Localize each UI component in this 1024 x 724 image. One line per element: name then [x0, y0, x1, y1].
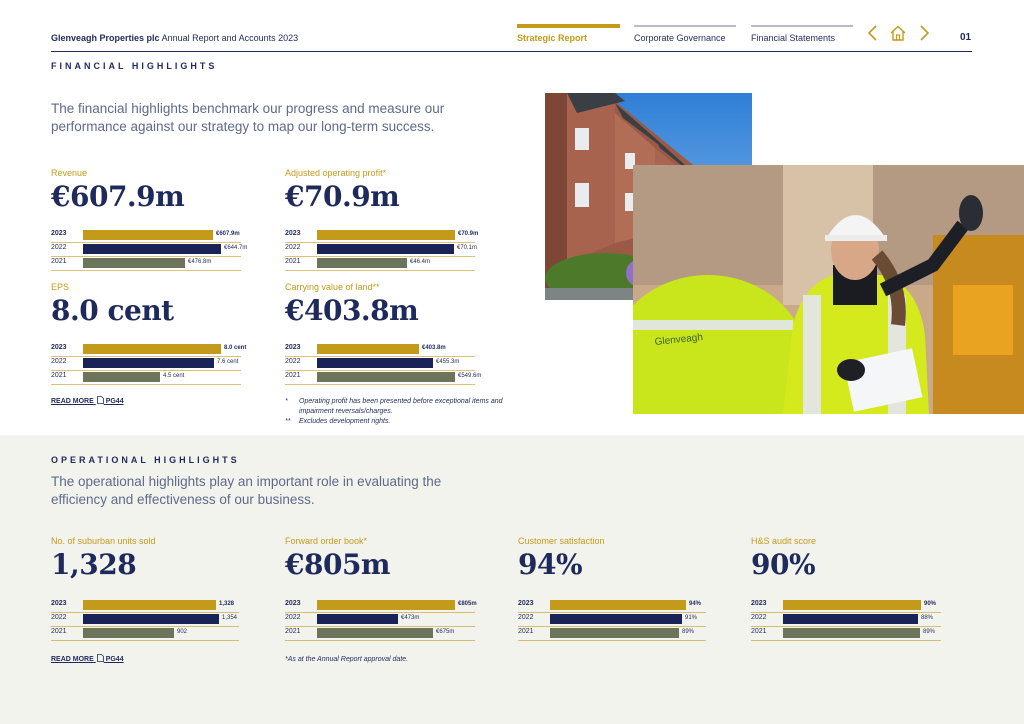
bar-year-label: 2023 — [518, 600, 534, 607]
kpi-value: 1,328 — [51, 548, 137, 581]
footnote-mark: * — [285, 398, 288, 405]
bar-row-2021 — [51, 371, 241, 384]
bar-2021 — [783, 628, 920, 638]
kpi-label: Carrying value of land** — [285, 282, 380, 292]
kpi-revenue — [51, 168, 273, 271]
bar-year-label: 2023 — [51, 344, 67, 351]
bar-2022 — [83, 358, 214, 368]
kpi-units-sold — [51, 536, 273, 641]
bar-year-label: 2021 — [285, 372, 301, 379]
bar-2023 — [550, 600, 686, 610]
kpi-order-book — [285, 536, 507, 641]
bar-2023 — [83, 600, 216, 610]
bar-row-2023 — [285, 343, 475, 356]
bar-year-label: 2022 — [518, 614, 534, 621]
financial-footnotes — [285, 397, 510, 427]
bar-row-2022 — [285, 357, 475, 370]
bar-2021 — [83, 258, 185, 268]
bar-year-label: 2022 — [51, 614, 67, 621]
bar-row-2023 — [51, 343, 247, 356]
bar-value-label: €455.3m — [436, 359, 460, 365]
footnote-text: Operating profit has been presented before exceptional items and impairment reversals/charges. — [299, 398, 503, 415]
bar-2022 — [317, 614, 398, 624]
footnote-text: Excludes development rights. — [299, 418, 391, 425]
kpi-label: Adjusted operating profit* — [285, 168, 387, 178]
bar-2022 — [83, 244, 221, 254]
bar-row-2023 — [285, 599, 475, 612]
kpi-customer-satisfaction — [518, 536, 740, 641]
kpi-eps — [51, 282, 273, 385]
operational-section-title: OPERATIONAL HIGHLIGHTS — [51, 455, 240, 465]
bar-year-label: 2022 — [51, 358, 67, 365]
tab-financial-indicator — [751, 25, 853, 27]
kpi-operating-profit — [285, 168, 507, 271]
bar-row-2021 — [751, 627, 941, 640]
footnote-item — [285, 397, 510, 417]
bar-row-divider — [51, 640, 239, 641]
kpi-hs-audit — [751, 536, 973, 641]
bar-2021 — [550, 628, 679, 638]
kpi-bar-chart — [285, 599, 507, 640]
bar-value-label: €403.8m — [422, 345, 446, 351]
bar-row-divider — [51, 384, 241, 385]
read-more-link[interactable] — [51, 396, 124, 405]
bar-value-label: €675m — [436, 629, 455, 635]
kpi-label: Revenue — [51, 168, 88, 178]
bar-row-2021 — [285, 627, 475, 640]
bar-year-label: 2022 — [285, 244, 301, 251]
kpi-value: €70.9m — [285, 180, 400, 213]
bar-2022 — [83, 614, 219, 624]
kpi-label: No. of suburban units sold — [51, 536, 156, 546]
read-more-link[interactable] — [51, 654, 124, 663]
bar-value-label: €805m — [458, 601, 477, 607]
bar-year-label: 2023 — [285, 230, 301, 237]
bar-2023 — [783, 600, 921, 610]
bar-value-label: €473m — [401, 615, 420, 621]
bar-value-label: €70.1m — [457, 245, 478, 251]
bar-row-2022 — [285, 243, 478, 256]
bar-value-label: 88% — [921, 615, 934, 621]
bar-year-label: 2023 — [751, 600, 767, 607]
footnote-mark: ** — [285, 418, 291, 425]
bar-2022 — [550, 614, 682, 624]
site-worker-photo — [633, 165, 1024, 414]
bar-2023 — [317, 600, 455, 610]
bar-year-label: 2021 — [751, 628, 767, 635]
bar-year-label: 2023 — [285, 600, 301, 607]
bar-row-2021 — [518, 627, 706, 640]
bar-value-label: €607.9m — [216, 231, 240, 237]
bar-value-label: 89% — [923, 629, 936, 635]
kpi-value: 90% — [751, 548, 816, 581]
bar-year-label: 2022 — [285, 614, 301, 621]
document-icon — [97, 654, 104, 662]
bar-row-2023 — [518, 599, 706, 612]
bar-2021 — [317, 372, 455, 382]
bar-row-2023 — [51, 599, 239, 612]
header-divider — [51, 51, 972, 52]
kpi-value: €805m — [285, 548, 391, 581]
report-name: Annual Report and Accounts 2023 — [161, 33, 299, 43]
home-icon[interactable] — [889, 24, 907, 42]
bar-value-label: 902 — [177, 629, 188, 635]
bar-value-label: 4.5 cent — [163, 373, 185, 379]
tab-corporate-governance[interactable]: Corporate Governance — [634, 33, 726, 43]
footnote-item — [285, 417, 510, 427]
bar-value-label: €549.6m — [458, 373, 482, 379]
bar-value-label: 89% — [682, 629, 695, 635]
bar-year-label: 2021 — [518, 628, 534, 635]
bar-row-2023 — [285, 229, 479, 242]
bar-year-label: 2023 — [51, 230, 67, 237]
read-more-page: PG44 — [105, 656, 124, 663]
bar-row-2022 — [751, 613, 941, 626]
financial-intro: The financial highlights benchmark our progress and measure our performance against our strategy to map our long-term success. — [51, 101, 445, 134]
bar-row-2021 — [285, 371, 482, 384]
report-brand — [51, 33, 298, 43]
bar-row-2023 — [51, 229, 241, 242]
kpi-value: 8.0 cent — [51, 294, 174, 327]
bar-row-2021 — [51, 257, 241, 270]
bar-2022 — [317, 244, 454, 254]
chevron-right-icon[interactable] — [915, 24, 933, 42]
tab-financial-statements[interactable]: Financial Statements — [751, 33, 836, 43]
bar-row-divider — [285, 270, 475, 271]
bar-value-label: €70.9m — [458, 231, 479, 237]
operational-footnote: *As at the Annual Report approval date. — [285, 656, 409, 663]
bar-value-label: 8.0 cent — [224, 345, 247, 351]
bar-row-2021 — [285, 257, 475, 270]
bar-row-divider — [51, 270, 241, 271]
bar-2023 — [83, 230, 213, 240]
bar-year-label: 2021 — [51, 372, 67, 379]
kpi-label: EPS — [51, 282, 70, 292]
bar-row-divider — [285, 384, 475, 385]
financial-section-title: FINANCIAL HIGHLIGHTS — [51, 61, 218, 71]
bar-value-label: €644.7m — [224, 245, 248, 251]
kpi-value: 94% — [518, 548, 583, 581]
bar-2022 — [317, 358, 433, 368]
kpi-label: Customer satisfaction — [518, 536, 605, 546]
bar-row-divider — [285, 640, 475, 641]
bar-value-label: €46.4m — [410, 259, 431, 265]
bar-year-label: 2022 — [51, 244, 67, 251]
page-number: 01 — [960, 32, 972, 43]
tab-strategic-report[interactable]: Strategic Report — [517, 33, 588, 43]
tab-strategic-indicator — [517, 24, 620, 28]
bar-value-label: 91% — [685, 615, 698, 621]
bar-row-2022 — [285, 613, 475, 626]
bar-2021 — [317, 258, 407, 268]
kpi-bar-chart — [51, 599, 273, 640]
read-more-label: READ MORE — [51, 398, 94, 405]
bar-year-label: 2023 — [285, 344, 301, 351]
bar-2021 — [83, 628, 174, 638]
read-more-page: PG44 — [105, 398, 124, 405]
bar-2023 — [83, 344, 221, 354]
bar-2021 — [317, 628, 433, 638]
kpi-label: H&S audit score — [751, 536, 817, 546]
bar-row-divider — [751, 640, 941, 641]
bar-value-label: €476.8m — [188, 259, 212, 265]
kpi-land-value — [285, 282, 507, 385]
bar-row-2021 — [51, 627, 239, 640]
read-more-label: READ MORE — [51, 656, 94, 663]
kpi-bar-chart — [285, 343, 507, 384]
kpi-bar-chart — [51, 229, 273, 270]
kpi-bar-chart — [285, 229, 507, 270]
vest-logo-text: Glenveagh — [654, 331, 704, 348]
bar-row-2022 — [518, 613, 706, 626]
bar-year-label: 2021 — [285, 258, 301, 265]
kpi-value: €403.8m — [285, 294, 419, 327]
bar-value-label: 7.6 cent — [217, 359, 239, 365]
bar-year-label: 2022 — [751, 614, 767, 621]
bar-value-label: 1,354 — [222, 615, 238, 621]
bar-row-2023 — [751, 599, 941, 612]
operational-intro: The operational highlights play an important role in evaluating the efficiency and effectiveness of our business. — [51, 474, 442, 507]
bar-2023 — [317, 344, 419, 354]
bar-value-label: 94% — [689, 601, 702, 607]
bar-row-divider — [518, 640, 706, 641]
kpi-label: Forward order book* — [285, 536, 368, 546]
bar-row-2022 — [51, 613, 239, 626]
bar-year-label: 2021 — [51, 628, 67, 635]
bar-value-label: 90% — [924, 601, 937, 607]
bar-year-label: 2021 — [285, 628, 301, 635]
bar-year-label: 2023 — [51, 600, 67, 607]
company-name: Glenveagh Properties plc — [51, 33, 160, 43]
bar-year-label: 2021 — [51, 258, 67, 265]
kpi-bar-chart — [751, 599, 973, 640]
chevron-left-icon[interactable] — [864, 24, 882, 42]
bar-2023 — [317, 230, 455, 240]
bar-2021 — [83, 372, 160, 382]
bar-2022 — [783, 614, 918, 624]
bar-row-2022 — [51, 243, 248, 256]
kpi-bar-chart — [518, 599, 740, 640]
bar-year-label: 2022 — [285, 358, 301, 365]
kpi-value: €607.9m — [51, 180, 185, 213]
document-icon — [97, 396, 104, 404]
bar-row-2022 — [51, 357, 241, 370]
kpi-bar-chart — [51, 343, 273, 384]
bar-value-label: 1,328 — [219, 601, 235, 607]
tab-governance-indicator — [634, 25, 736, 27]
